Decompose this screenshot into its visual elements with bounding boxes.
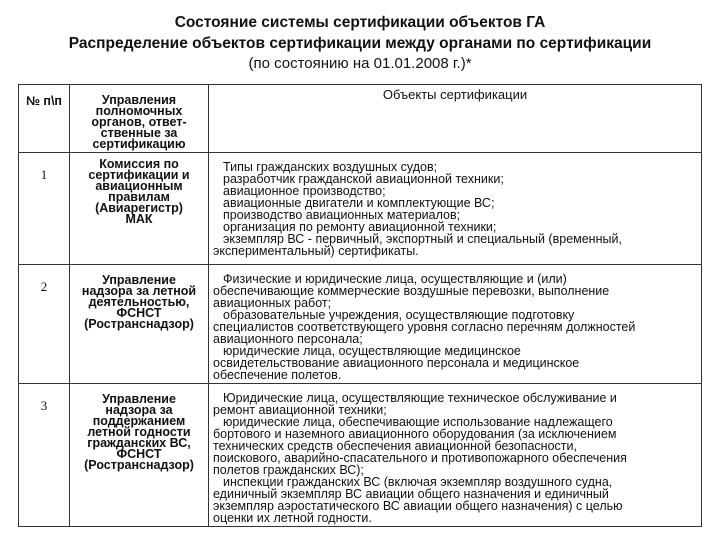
col-body-header-line: ственные за (100, 126, 178, 140)
object-line: юридические лица, обеспечивающие использование надлежащего (223, 415, 613, 429)
object-line: авиационное производство; (223, 184, 386, 198)
body-line: ФСНСТ (116, 306, 162, 320)
page-subtitle: Распределение объектов сертификации между органами по сертификации (68, 35, 652, 52)
object-line: поискового, аварийно-спасательного и противопожарного обеспечения (213, 451, 627, 465)
object-line: ремонт авиационной техники; (213, 403, 387, 417)
col-body-header-line: полномочных (95, 104, 183, 118)
object-line: Типы гражданских воздушных судов; (223, 160, 438, 174)
object-line: производство авиационных материалов; (223, 208, 461, 222)
object-line: обеспечивающие коммерческие воздушные перевозки, выполнение (213, 284, 610, 298)
body-line: летной годности (87, 425, 191, 439)
row-number: 1 (19, 153, 70, 265)
col-body-header-line: сертификацию (92, 137, 186, 151)
object-line: бортового и наземного авиационного оборудования (за исключением (213, 427, 617, 441)
object-line: организация по ремонту авиационной техники; (223, 220, 497, 234)
object-line: оценки их летной годности. (213, 511, 372, 525)
certification-objects (209, 265, 702, 384)
body-line: сертификации и (88, 168, 190, 182)
object-line: авиационных работ; (213, 296, 332, 310)
table-row (19, 153, 702, 265)
body-line: (Ространснадзор) (84, 317, 194, 331)
object-line: единичный экземпляр ВС авиации общего назначения и единичный (213, 487, 609, 501)
row-number: 3 (19, 384, 70, 527)
body-line: Комиссия по (99, 157, 179, 171)
table-header-row (19, 85, 702, 153)
body-line: МАК (125, 212, 153, 226)
object-line: технических средств обеспечения авиационной безопасности, (213, 439, 577, 453)
object-line: юридические лица, осуществляющие медицинское (223, 344, 521, 358)
object-line: авиационные двигатели и комплектующие ВС; (223, 196, 495, 210)
body-line: правилам (108, 190, 170, 204)
col-number-header (19, 85, 70, 153)
body-line: надзора за (105, 403, 173, 417)
body-line: (Авиарегистр) (95, 201, 183, 215)
body-line: ФСНСТ (116, 447, 162, 461)
certification-table (18, 84, 702, 527)
body-line: Управление (102, 273, 176, 287)
object-line: специалистов соответствующего уровня согласно перечням должностей (213, 320, 636, 334)
col-body-header (70, 85, 209, 153)
body-line: поддержанием (92, 414, 186, 428)
certification-objects (209, 153, 702, 265)
col-objects-header-label: Объекты сертификации (382, 87, 528, 102)
table-row (19, 265, 702, 384)
col-number-header-label: № п\п (26, 94, 62, 108)
body-line: деятельностью, (88, 295, 190, 309)
object-line: инспекции гражданских ВС (включая экземпляр воздушного судна, (223, 475, 613, 489)
row-number: 2 (19, 265, 70, 384)
body-line: гражданских ВС, (87, 436, 191, 450)
certification-objects (209, 384, 702, 527)
object-line: обеспечение полетов. (213, 368, 342, 382)
object-line: образовательные учреждения, осуществляющие подготовку (223, 308, 575, 322)
body-line: надзора за летной (81, 284, 197, 298)
certification-body (70, 384, 209, 527)
body-line: (Ространснадзор) (84, 458, 194, 472)
object-line: экземпляр аэростатического ВС авиации общего назначения) с целью (213, 499, 623, 513)
object-line: экземпляр ВС - первичный, экспортный и специальный (временный, (223, 232, 622, 246)
table-row (19, 384, 702, 527)
col-objects-header (209, 85, 702, 153)
certification-body (70, 153, 209, 265)
object-line: Юридические лица, осуществляющие техническое обслуживание и (223, 391, 617, 405)
object-line: экспериментальный) сертификаты. (213, 244, 419, 258)
object-line: освидетельствование авиационного персонала и медицинское (213, 356, 580, 370)
col-body-header-line: органов, ответ- (91, 115, 187, 129)
page-title: Состояние системы сертификации объектов ГА (174, 14, 546, 31)
col-body-header-line: Управления (101, 93, 177, 107)
body-line: авиационным (95, 179, 183, 193)
object-line: полетов гражданских ВС); (213, 463, 364, 477)
object-line: авиационного персонала; (213, 332, 363, 346)
date-note: (по состоянию на 01.01.2008 г.)* (248, 55, 472, 72)
object-line: разработчик гражданской авиационной техники; (223, 172, 504, 186)
object-line: Физические и юридические лица, осуществляющие и (или) (223, 272, 567, 286)
body-line: Управление (102, 392, 176, 406)
certification-body (70, 265, 209, 384)
